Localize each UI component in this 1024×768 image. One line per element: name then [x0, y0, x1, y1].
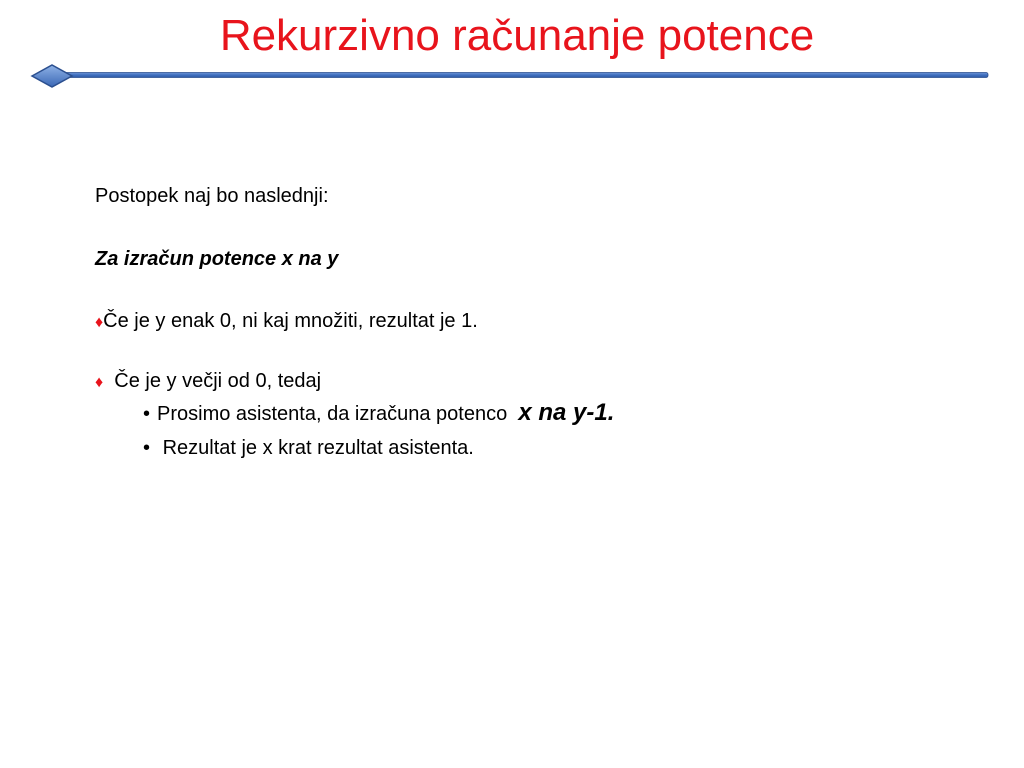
dot-bullet-icon: • — [143, 437, 151, 459]
bullet-item — [95, 309, 478, 335]
diamond-bullet-icon: ♦ — [95, 314, 104, 331]
intro-text: Postopek naj bo naslednji: — [95, 185, 329, 207]
title-divider — [30, 60, 992, 92]
divider-line — [52, 73, 988, 78]
sub-bullet-item — [143, 436, 474, 460]
procedure-heading: Za izračun potence x na y — [95, 248, 339, 270]
sub-bullet-item — [143, 401, 614, 426]
emphasis-text: x na y-1. — [518, 399, 615, 426]
sub-bullet-text: Prosimo asistenta, da izračuna potenco — [157, 403, 508, 425]
divider-diamond-icon — [32, 65, 72, 87]
bullet-item — [95, 369, 321, 395]
slide-title: Rekurzivno računanje potence — [219, 11, 815, 60]
bullet-text: Če je y večji od 0, tedaj — [114, 370, 322, 392]
bullet-text: Če je y enak 0, ni kaj množiti, rezultat je 1. — [103, 310, 478, 332]
sub-bullet-text: Rezultat je x krat rezultat asistenta. — [162, 437, 474, 459]
dot-bullet-icon: • — [143, 403, 151, 425]
diamond-bullet-icon: ♦ — [95, 374, 104, 391]
